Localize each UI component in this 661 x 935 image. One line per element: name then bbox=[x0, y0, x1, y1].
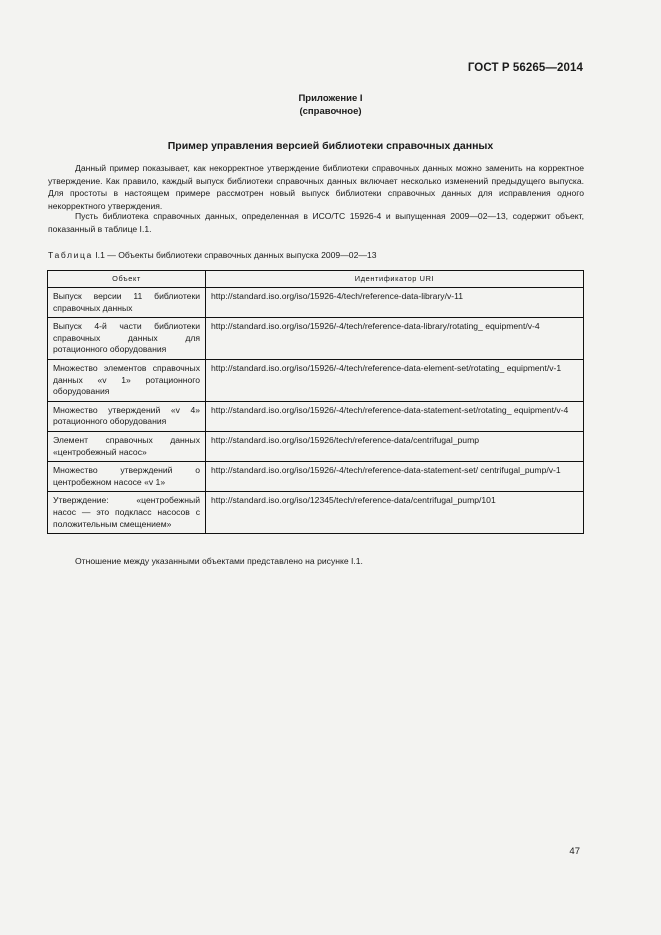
objects-table bbox=[47, 270, 584, 534]
cell-uri: http://standard.iso.org/iso/12345/tech/reference-data/centrifugal_pump/101 bbox=[206, 492, 584, 534]
cell-uri: http://standard.iso.org/iso/15926/-4/tech/reference-data-statement-set/rotating_ equipment/v-4 bbox=[206, 401, 584, 431]
table-row bbox=[48, 462, 584, 492]
paragraph-intro: Данный пример показывает, как некорректное утверждение библиотеки справочных данных можно заменить на корректное утверждение. Как правило, каждый выпуск библиотеки справочных данных включает несколько изменений предыдущего выпуска. Для простоты в настоящем примере рассмотрен новый выпуск библиотеки справочных данных для исправления одного некорректного утверждения. bbox=[48, 163, 584, 211]
cell-object: Утверждение: «центробежный насос — это подкласс насосов с положительным смещением» bbox=[48, 492, 206, 534]
cell-object: Множество утверждений «v 4» ротационного оборудования bbox=[48, 401, 206, 431]
cell-object: Множество элементов справочных данных «v 1» ротационного оборудования bbox=[48, 359, 206, 401]
table-header-row bbox=[48, 271, 584, 288]
relation-paragraph: Отношение между указанными объектами представлено на рисунке I.1. bbox=[75, 556, 363, 566]
document-code: ГОСТ Р 56265—2014 bbox=[467, 62, 583, 74]
cell-uri: http://standard.iso.org/iso/15926/-4/tech/reference-data-element-set/rotating_ equipment/v-1 bbox=[206, 359, 584, 401]
cell-object: Множество утверждений о центробежном насосе «v 1» bbox=[48, 462, 206, 492]
cell-object: Выпуск версии 11 библиотеки справочных данных bbox=[48, 288, 206, 318]
header-object: Объект bbox=[48, 271, 206, 288]
page-number: 47 bbox=[569, 846, 580, 857]
table-row bbox=[48, 401, 584, 431]
cell-object: Элемент справочных данных «центробежный насос» bbox=[48, 431, 206, 461]
table-row bbox=[48, 492, 584, 534]
table-row bbox=[48, 431, 584, 461]
table-caption bbox=[48, 250, 377, 260]
table-row bbox=[48, 318, 584, 360]
table-caption-text: I.1 — Объекты библиотеки справочных данных выпуска 2009—02—13 bbox=[92, 250, 377, 260]
cell-uri: http://standard.iso.org/iso/15926/-4/tech/reference-data-library/rotating_ equipment/v-4 bbox=[206, 318, 584, 360]
table-row bbox=[48, 288, 584, 318]
cell-uri: http://standard.iso.org/iso/15926/tech/reference-data/centrifugal_pump bbox=[206, 431, 584, 461]
table-row bbox=[48, 359, 584, 401]
annex-subtitle: (справочное) bbox=[299, 106, 362, 117]
cell-uri: http://standard.iso.org/iso/15926/-4/tech/reference-data-statement-set/ centrifugal_pump/v-1 bbox=[206, 462, 584, 492]
annex-title: Приложение I bbox=[298, 93, 363, 104]
cell-uri: http://standard.iso.org/iso/15926-4/tech/reference-data-library/v-11 bbox=[206, 288, 584, 318]
annex-heading bbox=[0, 92, 661, 118]
section-title: Пример управления версией библиотеки справочных данных bbox=[167, 140, 494, 152]
paragraph-library: Пусть библиотека справочных данных, определенная в ИСО/ТС 15926-4 и выпущенная 2009—02—13, содержит объект, показанный в таблице I.1. bbox=[48, 211, 584, 234]
cell-object: Выпуск 4-й части библиотеки справочных данных для ротационного оборудования bbox=[48, 318, 206, 360]
table-caption-word: Таблица bbox=[48, 250, 93, 260]
header-uri: Идентификатор URI bbox=[206, 271, 584, 288]
